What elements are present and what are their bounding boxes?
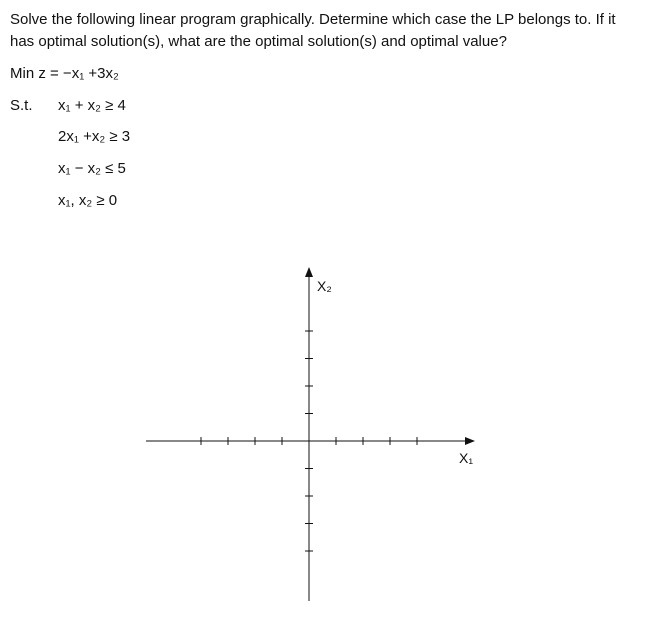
x-axis-label: X₁ [459, 450, 474, 466]
constraint-2: 2x₁ +x₂ ≥ 3 [58, 128, 131, 145]
objective-function: Min z = −x₁ +3x₂ [10, 65, 119, 82]
constraint-1: x₁ + x₂ ≥ 4 [58, 97, 126, 114]
problem-statement: Solve the following linear program graphically. Determine which case the LP belongs to. If it has optimal solution(s), what are the optimal solution(s) and optimal value? [10, 11, 616, 50]
constraint-3: x₁ − x₂ ≤ 5 [58, 160, 126, 177]
constraint-nonnegativity: x₁, x₂ ≥ 0 [58, 192, 118, 209]
subject-to-label: S.t. [10, 97, 33, 114]
y-axis-label: X₂ [317, 278, 332, 294]
